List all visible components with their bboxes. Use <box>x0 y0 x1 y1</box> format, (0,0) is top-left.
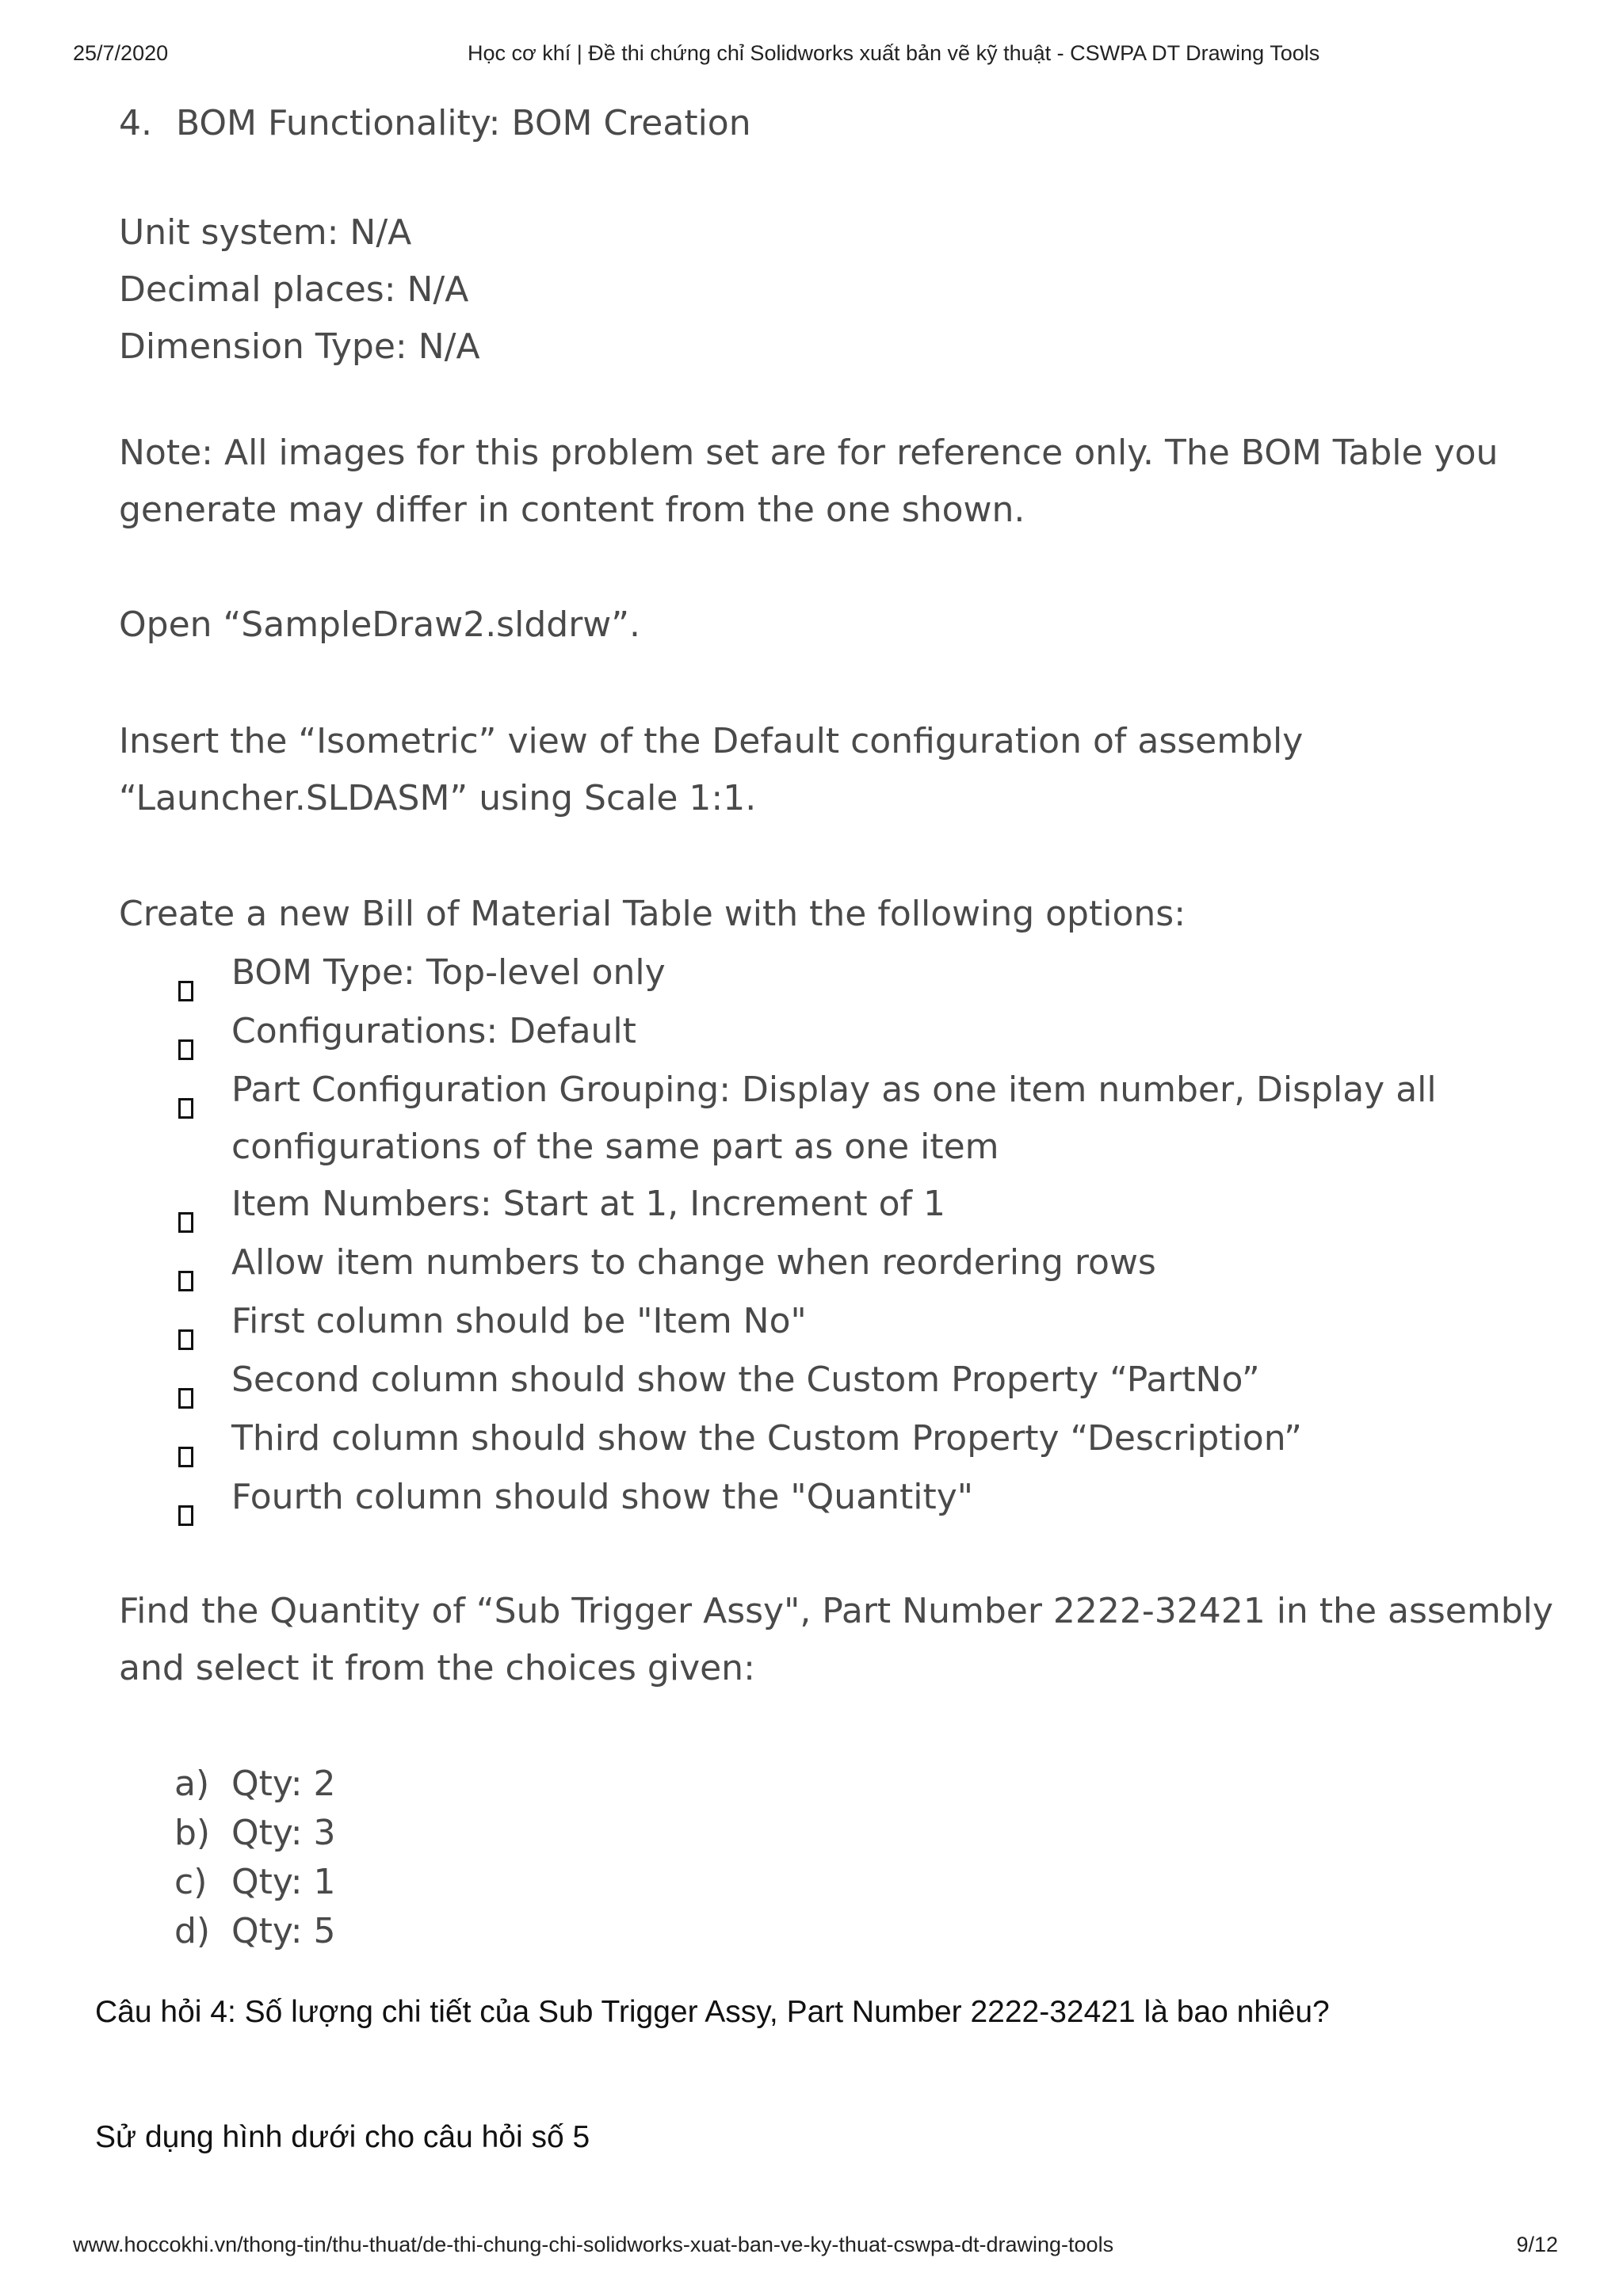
bullet-box-icon <box>178 1212 193 1233</box>
create-instruction: Create a new Bill of Material Table with the following options: <box>119 894 1186 934</box>
option-item: Item Numbers: Start at 1, Increment of 1 <box>231 1184 945 1224</box>
choice-letter: a) <box>174 1764 210 1804</box>
header-title: Học cơ khí | Đề thi chứng chỉ Solidworks xuất bản vẽ kỹ thuật - CSWPA DT Drawing Tools <box>468 41 1320 65</box>
option-item: Fourth column should show the "Quantity" <box>231 1477 973 1517</box>
find-line-2: and select it from the choices given: <box>119 1648 755 1688</box>
choice-text: Qty: 1 <box>231 1862 336 1902</box>
choice-text: Qty: 5 <box>231 1911 336 1951</box>
question-number: 4. <box>119 103 152 143</box>
insert-line-1: Insert the “Isometric” view of the Default configuration of assembly <box>119 721 1304 761</box>
bullet-box-icon <box>178 1505 193 1526</box>
bullet-box-icon <box>178 1447 193 1467</box>
question-heading <box>119 103 751 143</box>
choice-letter: d) <box>174 1911 211 1951</box>
option-item: Second column should show the Custom Property “PartNo” <box>231 1360 1260 1400</box>
decimal-places: Decimal places: N/A <box>119 269 469 310</box>
bullet-box-icon <box>178 1039 193 1060</box>
option-item: First column should be "Item No" <box>231 1301 807 1341</box>
bullet-box-icon <box>178 981 193 1001</box>
choice-letter: b) <box>174 1813 211 1853</box>
open-instruction: Open “SampleDraw2.slddrw”. <box>119 605 641 645</box>
bullet-box-icon <box>178 1271 193 1291</box>
note-line-2: generate may differ in content from the one shown. <box>119 490 1025 530</box>
dimension-type: Dimension Type: N/A <box>119 326 480 367</box>
note-line-1: Note: All images for this problem set are for reference only. The BOM Table you <box>119 433 1499 473</box>
question-title: BOM Functionality: BOM Creation <box>176 103 751 143</box>
option-item: Part Configuration Grouping: Display as one item number, Display all <box>231 1070 1437 1110</box>
choice-text: Qty: 2 <box>231 1764 336 1804</box>
choice-letter: c) <box>174 1862 208 1902</box>
option-item-continued: configurations of the same part as one item <box>231 1127 999 1167</box>
choice-text: Qty: 3 <box>231 1813 336 1853</box>
footer-url[interactable]: www.hoccokhi.vn/thong-tin/thu-thuat/de-thi-chung-chi-solidworks-xuat-ban-ve-ky-thuat-cswpa-dt-drawing-tools <box>73 2233 1114 2256</box>
bullet-box-icon <box>178 1098 193 1119</box>
find-line-1: Find the Quantity of “Sub Trigger Assy", Part Number 2222-32421 in the assembly <box>119 1591 1553 1631</box>
option-item: Third column should show the Custom Property “Description” <box>231 1418 1302 1459</box>
option-item: BOM Type: Top-level only <box>231 952 666 993</box>
bullet-box-icon <box>178 1388 193 1409</box>
option-item: Configurations: Default <box>231 1011 636 1051</box>
vietnamese-instruction: Sử dụng hình dưới cho câu hỏi số 5 <box>95 2120 590 2154</box>
unit-system: Unit system: N/A <box>119 212 412 253</box>
footer-page-number: 9/12 <box>1516 2233 1558 2256</box>
vietnamese-question: Câu hỏi 4: Số lượng chi tiết của Sub Trigger Assy, Part Number 2222-32421 là bao nhiêu? <box>95 1995 1330 2029</box>
bullet-box-icon <box>178 1329 193 1350</box>
header-date: 25/7/2020 <box>73 41 169 65</box>
insert-line-2: “Launcher.SLDASM” using Scale 1:1. <box>119 778 757 818</box>
option-item: Allow item numbers to change when reordering rows <box>231 1242 1156 1283</box>
